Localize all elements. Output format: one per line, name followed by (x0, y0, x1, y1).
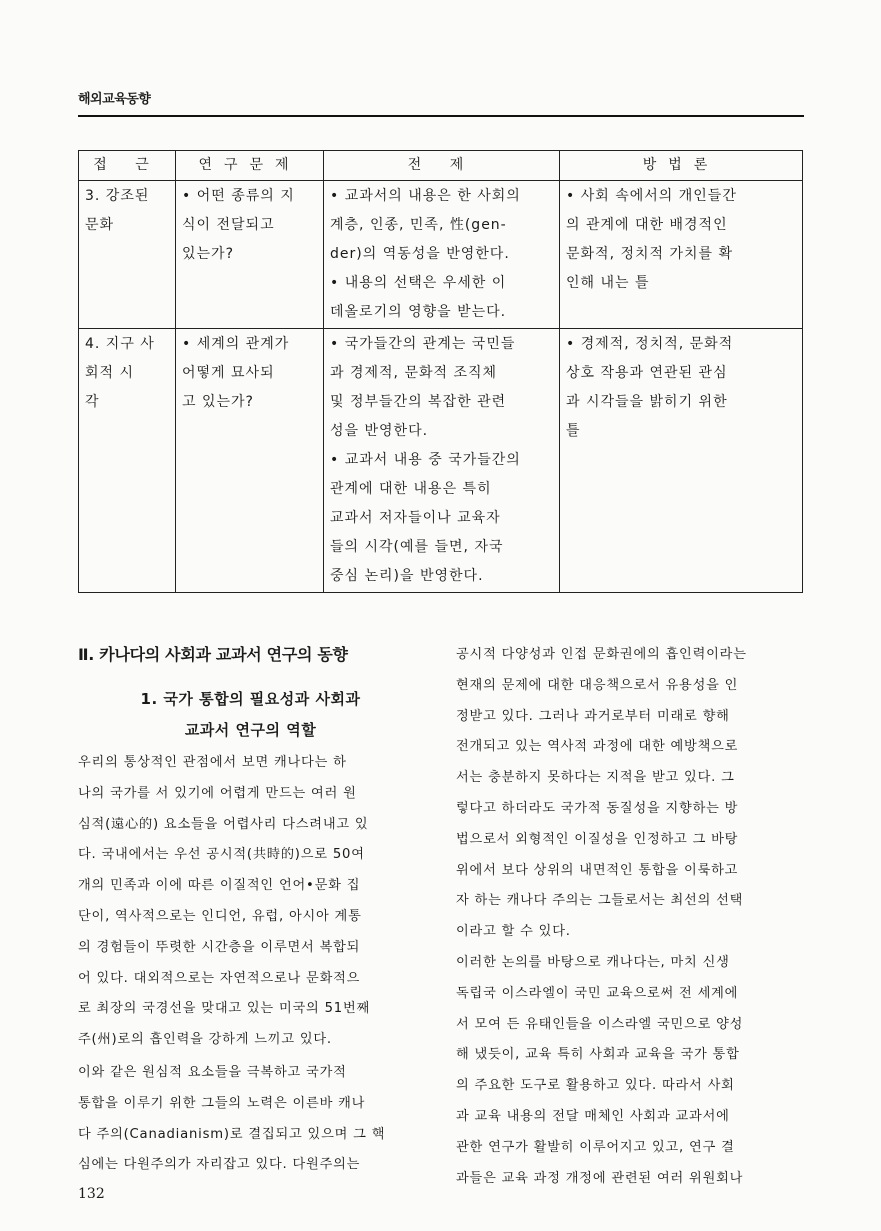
header-premise: 전 제 (324, 151, 560, 181)
cell-approach: 4. 지구 사 회적 시 각 (79, 329, 176, 593)
header-methodology: 방법론 (560, 151, 803, 181)
cell-premise: • 국가들간의 관계는 국민들 과 경제적, 문화적 조직체 및 정부들간의 복잡한 관련 성을 반영한다. • 교과서 내용 중 국가들간의 관계에 대한 내용은 특히 교과서 저자들이나 교육자 들의 시각(예를 들면, 자국 중심 논리)을 반영한다. (324, 329, 560, 593)
cell-method: • 경제적, 정치적, 문화적 상호 작용과 연관된 관심 과 시각들을 밝히기 위한 틀 (560, 329, 803, 593)
body-paragraph: 이와 같은 원심적 요소들을 극복하고 국가적 통합을 이루기 위한 그들의 노력은 이른바 캐나 다 주의(Canadianism)로 결집되고 있으며 그 핵 심에는 다원주의가 자리잡고 있다. 다원주의는 (78, 1064, 386, 1173)
page-number: 132 (78, 1186, 105, 1202)
table-row (79, 329, 803, 593)
body-paragraph: 이러한 논의를 바탕으로 캐나다는, 마치 신생 독립국 이스라엘이 국민 교육으로써 전 세계에 서 모여 든 유태인들을 이스라엘 국민으로 양성 해 냈듯이, 교육 특히 사회과 교육을 국가 통합 의 주요한 도구로 활용하고 있다. 따라서 사회 과 교육 내용의 전달 매체인 사회과 교과서에 관한 연구가 활발히 이루어지고 있고, 연구 결 과들은 교육 과정 개정에 관련된 여러 위원회나 (456, 954, 744, 1186)
cell-approach: 3. 강조된 문화 (79, 181, 176, 329)
header-approach: 접 근 (79, 151, 176, 181)
body-paragraph: 우리의 통상적인 관점에서 보면 캐나다는 하 나의 국가를 서 있기에 어렵게 만드는 여러 원 심적(遠心的) 요소들을 어렵사리 다스려내고 있 다. 국내에서는 우선 공시적(共時的)으로 50여 개의 민족과 이에 따른 이질적인 언어•문화 집 단이, 역사적으로는 인디언, 유럽, 아시아 계통 의 경험들이 뚜렷한 시간층을 이루면서 복합되 어 있다. 대외적으로는 자연적으로나 문화적으 로 최장의 국경선을 맞대고 있는 미국의 51번째 주(州)로의 흡인력을 강하게 느끼고 있다. (78, 755, 371, 1048)
header-research-question: 연구문제 (176, 151, 324, 181)
sub-heading: 1. 국가 통합의 필요성과 사회과 교과서 연구의 역할 (140, 690, 361, 739)
body-paragraph: 공시적 다양성과 인접 문화권에의 흡인력이라는 현재의 문제에 대한 대응책으로서 유용성을 인 정받고 있다. 그러나 과거로부터 미래로 향해 전개되고 있는 역사적 과정에 대한 예방책으로 서는 충분하지 못하다는 지적을 받고 있다. 그 렇다고 하더라도 국가적 동질성을 지향하는 방 법으로서 외형적인 이질성을 인정하고 그 바탕 위에서 보다 상위의 내면적인 통합을 이룩하고 자 하는 캐나다 주의는 그들로서는 최선의 선택 이라고 할 수 있다. (456, 647, 747, 940)
approach-table (78, 150, 803, 593)
header-rule (78, 115, 804, 117)
table-row (79, 181, 803, 329)
left-column (78, 640, 423, 1181)
section-title: Ⅱ. 카나다의 사회과 교과서 연구의 동향 (78, 645, 348, 664)
table-header-row (79, 151, 803, 181)
cell-premise: • 교과서의 내용은 한 사회의 계층, 인종, 민족, 性(gen- der)의 역동성을 반영한다. • 내용의 선택은 우세한 이 데올로기의 영향을 받는다. (324, 181, 560, 329)
cell-question: • 어떤 종류의 지 식이 전달되고 있는가? (176, 181, 324, 329)
right-column (456, 640, 806, 1194)
cell-question: • 세계의 관계가 어떻게 묘사되 고 있는가? (176, 329, 324, 593)
running-header: 해외교육동향 (78, 92, 151, 107)
cell-method: • 사회 속에서의 개인들간 의 관계에 대한 배경적인 문화적, 정치적 가치를 확 인해 내는 틀 (560, 181, 803, 329)
